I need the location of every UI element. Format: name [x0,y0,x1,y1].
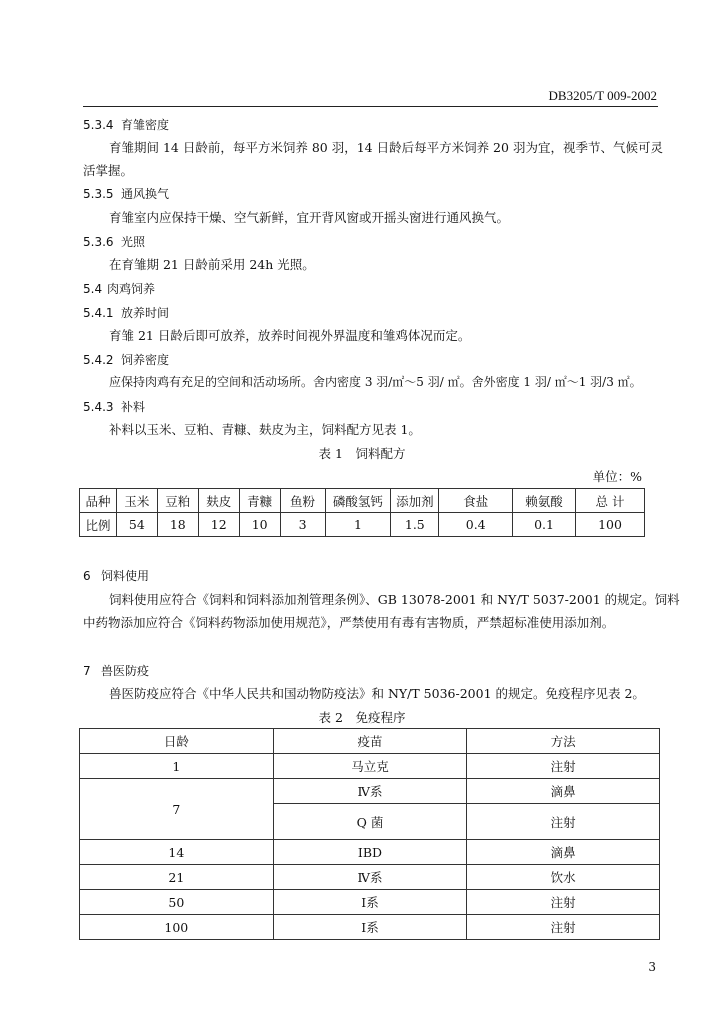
section-5-4-1-heading [83,304,169,321]
table-header-cell: 方法 [467,729,660,754]
immunization-schedule-table [79,728,660,940]
section-6-heading [83,567,149,584]
section-5-4-heading [83,280,155,297]
section-number: 5.4 [83,282,103,296]
section-number: 5.4.3 [83,400,114,414]
table-cell: 7 [80,779,274,840]
section-5-3-4-text-line1: 育雏期间 14 日龄前，每平方米饲养 80 羽，14 日龄后每平方米饲养 20 羽为宜，视季节、气候可灵 [109,140,663,155]
section-6-text-line2: 中药物添加应符合《饲料药物添加使用规范》，严禁使用有毒有害物质，严禁超标准使用添加剂。 [83,615,615,630]
table-cell: 比例 [80,513,117,537]
table-cell: 0.4 [439,513,513,537]
section-title: 通风换气 [121,187,170,201]
section-number: 5.3.6 [83,235,114,249]
table-cell: Ⅳ系 [273,865,467,890]
table-cell: Ⅳ系 [273,779,467,804]
table-header-cell: 玉米 [116,489,157,513]
table-cell: 滴鼻 [467,840,660,865]
table-header-cell: 食盐 [439,489,513,513]
table-header-cell: 品种 [80,489,117,513]
table-cell: 滴鼻 [467,779,660,804]
table-header-cell: 总 计 [576,489,645,513]
section-number: 5.3.4 [83,118,114,132]
section-number: 6 [83,569,91,583]
section-5-4-1-text: 育雏 21 日龄后即可放养，放养时间视外界温度和雏鸡体况而定。 [109,328,471,343]
table-header-cell: 麸皮 [198,489,239,513]
section-title: 育雏密度 [121,118,170,132]
table-cell: Ⅰ系 [273,915,467,940]
section-5-4-3-heading [83,398,145,415]
table-header-cell: 日龄 [80,729,274,754]
table-cell: Ⅰ系 [273,890,467,915]
table-cell: 21 [80,865,274,890]
section-5-4-3-text: 补料以玉米、豆粕、青糠、麸皮为主，饲料配方见表 1。 [109,422,421,437]
page-number: 3 [648,960,656,974]
document-code: DB3205/T 009-2002 [548,88,657,103]
table-row [80,915,660,940]
section-5-4-2-heading [83,351,169,368]
table-row [80,840,660,865]
table-cell: 注射 [467,890,660,915]
header-rule [83,106,658,107]
table-row [80,865,660,890]
section-number: 5.4.2 [83,353,114,367]
table-header-row [80,489,645,513]
section-title: 补料 [121,400,146,414]
table-cell: IBD [273,840,467,865]
section-number: 5.3.5 [83,187,114,201]
table-cell: 注射 [467,754,660,779]
section-title: 饲养密度 [121,353,170,367]
table-header-cell: 添加剂 [391,489,439,513]
table-1-caption: 表 1 饲料配方 [318,446,406,461]
table-cell: 10 [239,513,280,537]
section-title: 放养时间 [121,306,170,320]
table-row [80,513,645,537]
table-cell: 1 [80,754,274,779]
table-1-unit: 单位：% [592,469,642,484]
table-header-cell: 青糠 [239,489,280,513]
section-title: 饲料使用 [101,569,150,583]
table-cell: 3 [280,513,325,537]
table-cell: 0.1 [513,513,576,537]
section-number: 5.4.1 [83,306,114,320]
section-title: 兽医防疫 [101,664,150,678]
section-7-heading [83,662,149,679]
section-5-3-4-text-line2: 活掌握。 [83,163,134,178]
table-cell: 100 [80,915,274,940]
table-cell: 14 [80,840,274,865]
table-cell: 马立克 [273,754,467,779]
section-6-text-line1: 饲料使用应符合《饲料和饲料添加剂管理条例》、GB 13078-2001 和 NY/T 5037-2001 的规定。饲料 [109,592,680,607]
section-5-3-4-heading [83,116,169,133]
table-cell: 饮水 [467,865,660,890]
table-row [80,890,660,915]
table-cell: 50 [80,890,274,915]
table-header-row [80,729,660,754]
table-cell: 18 [157,513,198,537]
section-7-text: 兽医防疫应符合《中华人民共和国动物防疫法》和 NY/T 5036-2001 的规定。免疫程序见表 2。 [109,686,645,701]
table-cell: 1.5 [391,513,439,537]
table-header-cell: 磷酸氢钙 [325,489,391,513]
section-number: 7 [83,664,91,678]
section-5-3-5-text: 育雏室内应保持干燥、空气新鲜，宜开背风窗或开摇头窗进行通风换气。 [109,210,510,225]
table-header-cell: 豆粕 [157,489,198,513]
table-cell: 注射 [467,804,660,840]
table-2-caption: 表 2 免疫程序 [318,710,406,725]
table-header-cell: 鱼粉 [280,489,325,513]
table-header-cell: 赖氨酸 [513,489,576,513]
section-5-4-2-text: 应保持肉鸡有充足的空间和活动场所。舍内密度 3 羽/㎡～5 羽/ ㎡。舍外密度 1 羽/ ㎡～1 羽/3 ㎡。 [109,375,642,389]
table-header-cell: 疫苗 [273,729,467,754]
table-cell: 12 [198,513,239,537]
section-5-3-5-heading [83,185,169,202]
table-row [80,779,660,804]
table-cell: 1 [325,513,391,537]
feed-formula-table [79,488,645,537]
table-cell: 注射 [467,915,660,940]
table-row [80,754,660,779]
section-title: 光照 [121,235,146,249]
table-cell: 100 [576,513,645,537]
table-cell: Q 菌 [273,804,467,840]
section-5-3-6-text: 在育雏期 21 日龄前采用 24h 光照。 [109,257,315,272]
section-title: 肉鸡饲养 [107,282,156,296]
table-cell: 54 [116,513,157,537]
section-5-3-6-heading [83,233,145,250]
